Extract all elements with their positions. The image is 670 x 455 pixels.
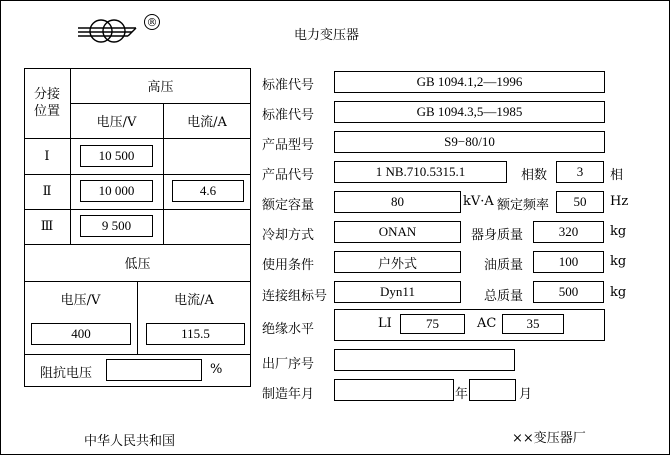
serial-label: 出厂序号: [262, 357, 315, 372]
std1-label: 标准代号: [262, 78, 315, 93]
body-mass-label: 器身质量: [471, 228, 524, 243]
std2-field[interactable]: GB 1094.3,5—1985: [334, 101, 605, 123]
lv-voltage-field[interactable]: 400: [31, 323, 131, 345]
total-mass-unit: kg: [610, 285, 627, 300]
lv-current-header: 电流/A: [174, 292, 214, 308]
year-unit: 年: [455, 387, 469, 402]
hv-current-header: 电流/A: [187, 115, 227, 130]
serial-field[interactable]: [334, 349, 515, 371]
li-field[interactable]: 75: [400, 314, 465, 334]
freq-field[interactable]: 50: [556, 191, 604, 213]
tap-position-1: Ⅰ: [44, 148, 50, 164]
freq-label: 额定频率: [497, 198, 550, 213]
capacity-field[interactable]: 80: [334, 191, 461, 213]
impedance-unit: %: [210, 362, 223, 377]
lv-current-field[interactable]: 115.5: [146, 323, 245, 345]
phases-label: 相数: [521, 168, 548, 183]
registered-mark-text: ®: [146, 15, 158, 29]
phases-unit: 相: [610, 168, 624, 183]
body-mass-unit: kg: [610, 224, 627, 239]
tap2-voltage-field[interactable]: 10 000: [80, 180, 153, 202]
li-label: LI: [378, 316, 392, 331]
ac-field[interactable]: 35: [502, 314, 564, 334]
total-mass-label: 总质量: [484, 289, 524, 304]
lv-voltage-header: 电压/V: [60, 292, 101, 308]
oil-mass-unit: kg: [610, 254, 627, 269]
connection-label: 连接组标号: [262, 289, 328, 304]
month-unit: 月: [519, 387, 533, 402]
capacity-unit: kV·A: [463, 194, 494, 209]
month-field[interactable]: [469, 379, 516, 401]
factory-name: ××变压器厂: [512, 431, 586, 446]
usage-field[interactable]: 户外式: [334, 251, 461, 273]
body-mass-field[interactable]: 320: [533, 221, 604, 243]
oil-mass-label: 油质量: [484, 258, 524, 273]
code-label: 产品代号: [262, 168, 315, 183]
insulation-label: 绝缘水平: [262, 322, 315, 337]
date-label: 制造年月: [262, 387, 315, 402]
country-text: 中华人民共和国: [84, 434, 176, 449]
freq-unit: Hz: [610, 194, 629, 209]
std1-field[interactable]: GB 1094.1,2—1996: [334, 71, 605, 93]
tap-position-3: Ⅲ: [40, 219, 54, 234]
cooling-field[interactable]: ONAN: [334, 221, 461, 243]
total-mass-field[interactable]: 500: [533, 281, 604, 303]
model-field[interactable]: S9−80/10: [334, 131, 605, 153]
tap3-voltage-field[interactable]: 9 500: [80, 215, 153, 237]
tap1-voltage-field[interactable]: 10 500: [80, 145, 153, 167]
cooling-label: 冷却方式: [262, 228, 315, 243]
impedance-field[interactable]: [106, 359, 202, 381]
page-title: 电力变压器: [294, 28, 360, 43]
model-label: 产品型号: [262, 138, 315, 153]
oil-mass-field[interactable]: 100: [533, 251, 604, 273]
insulation-group: [334, 309, 605, 341]
tap-position-header: 分接 位置: [33, 87, 60, 119]
code-field[interactable]: 1 NB.710.5315.1: [334, 161, 507, 183]
ac-label: AC: [477, 316, 497, 331]
std2-label: 标准代号: [262, 108, 315, 123]
registered-mark: [144, 14, 160, 30]
low-voltage-header: 低压: [124, 257, 151, 272]
usage-label: 使用条件: [262, 258, 315, 273]
high-voltage-header: 高压: [147, 80, 174, 95]
phases-field[interactable]: 3: [556, 161, 604, 183]
tap-position-2: Ⅱ: [42, 184, 52, 199]
tap2-current-field[interactable]: 4.6: [172, 180, 244, 202]
year-field[interactable]: [334, 379, 454, 401]
connection-field[interactable]: Dyn11: [334, 281, 461, 303]
hv-voltage-header: 电压/V: [96, 115, 137, 130]
capacity-label: 额定容量: [262, 198, 315, 213]
impedance-label: 阻抗电压: [40, 366, 93, 381]
